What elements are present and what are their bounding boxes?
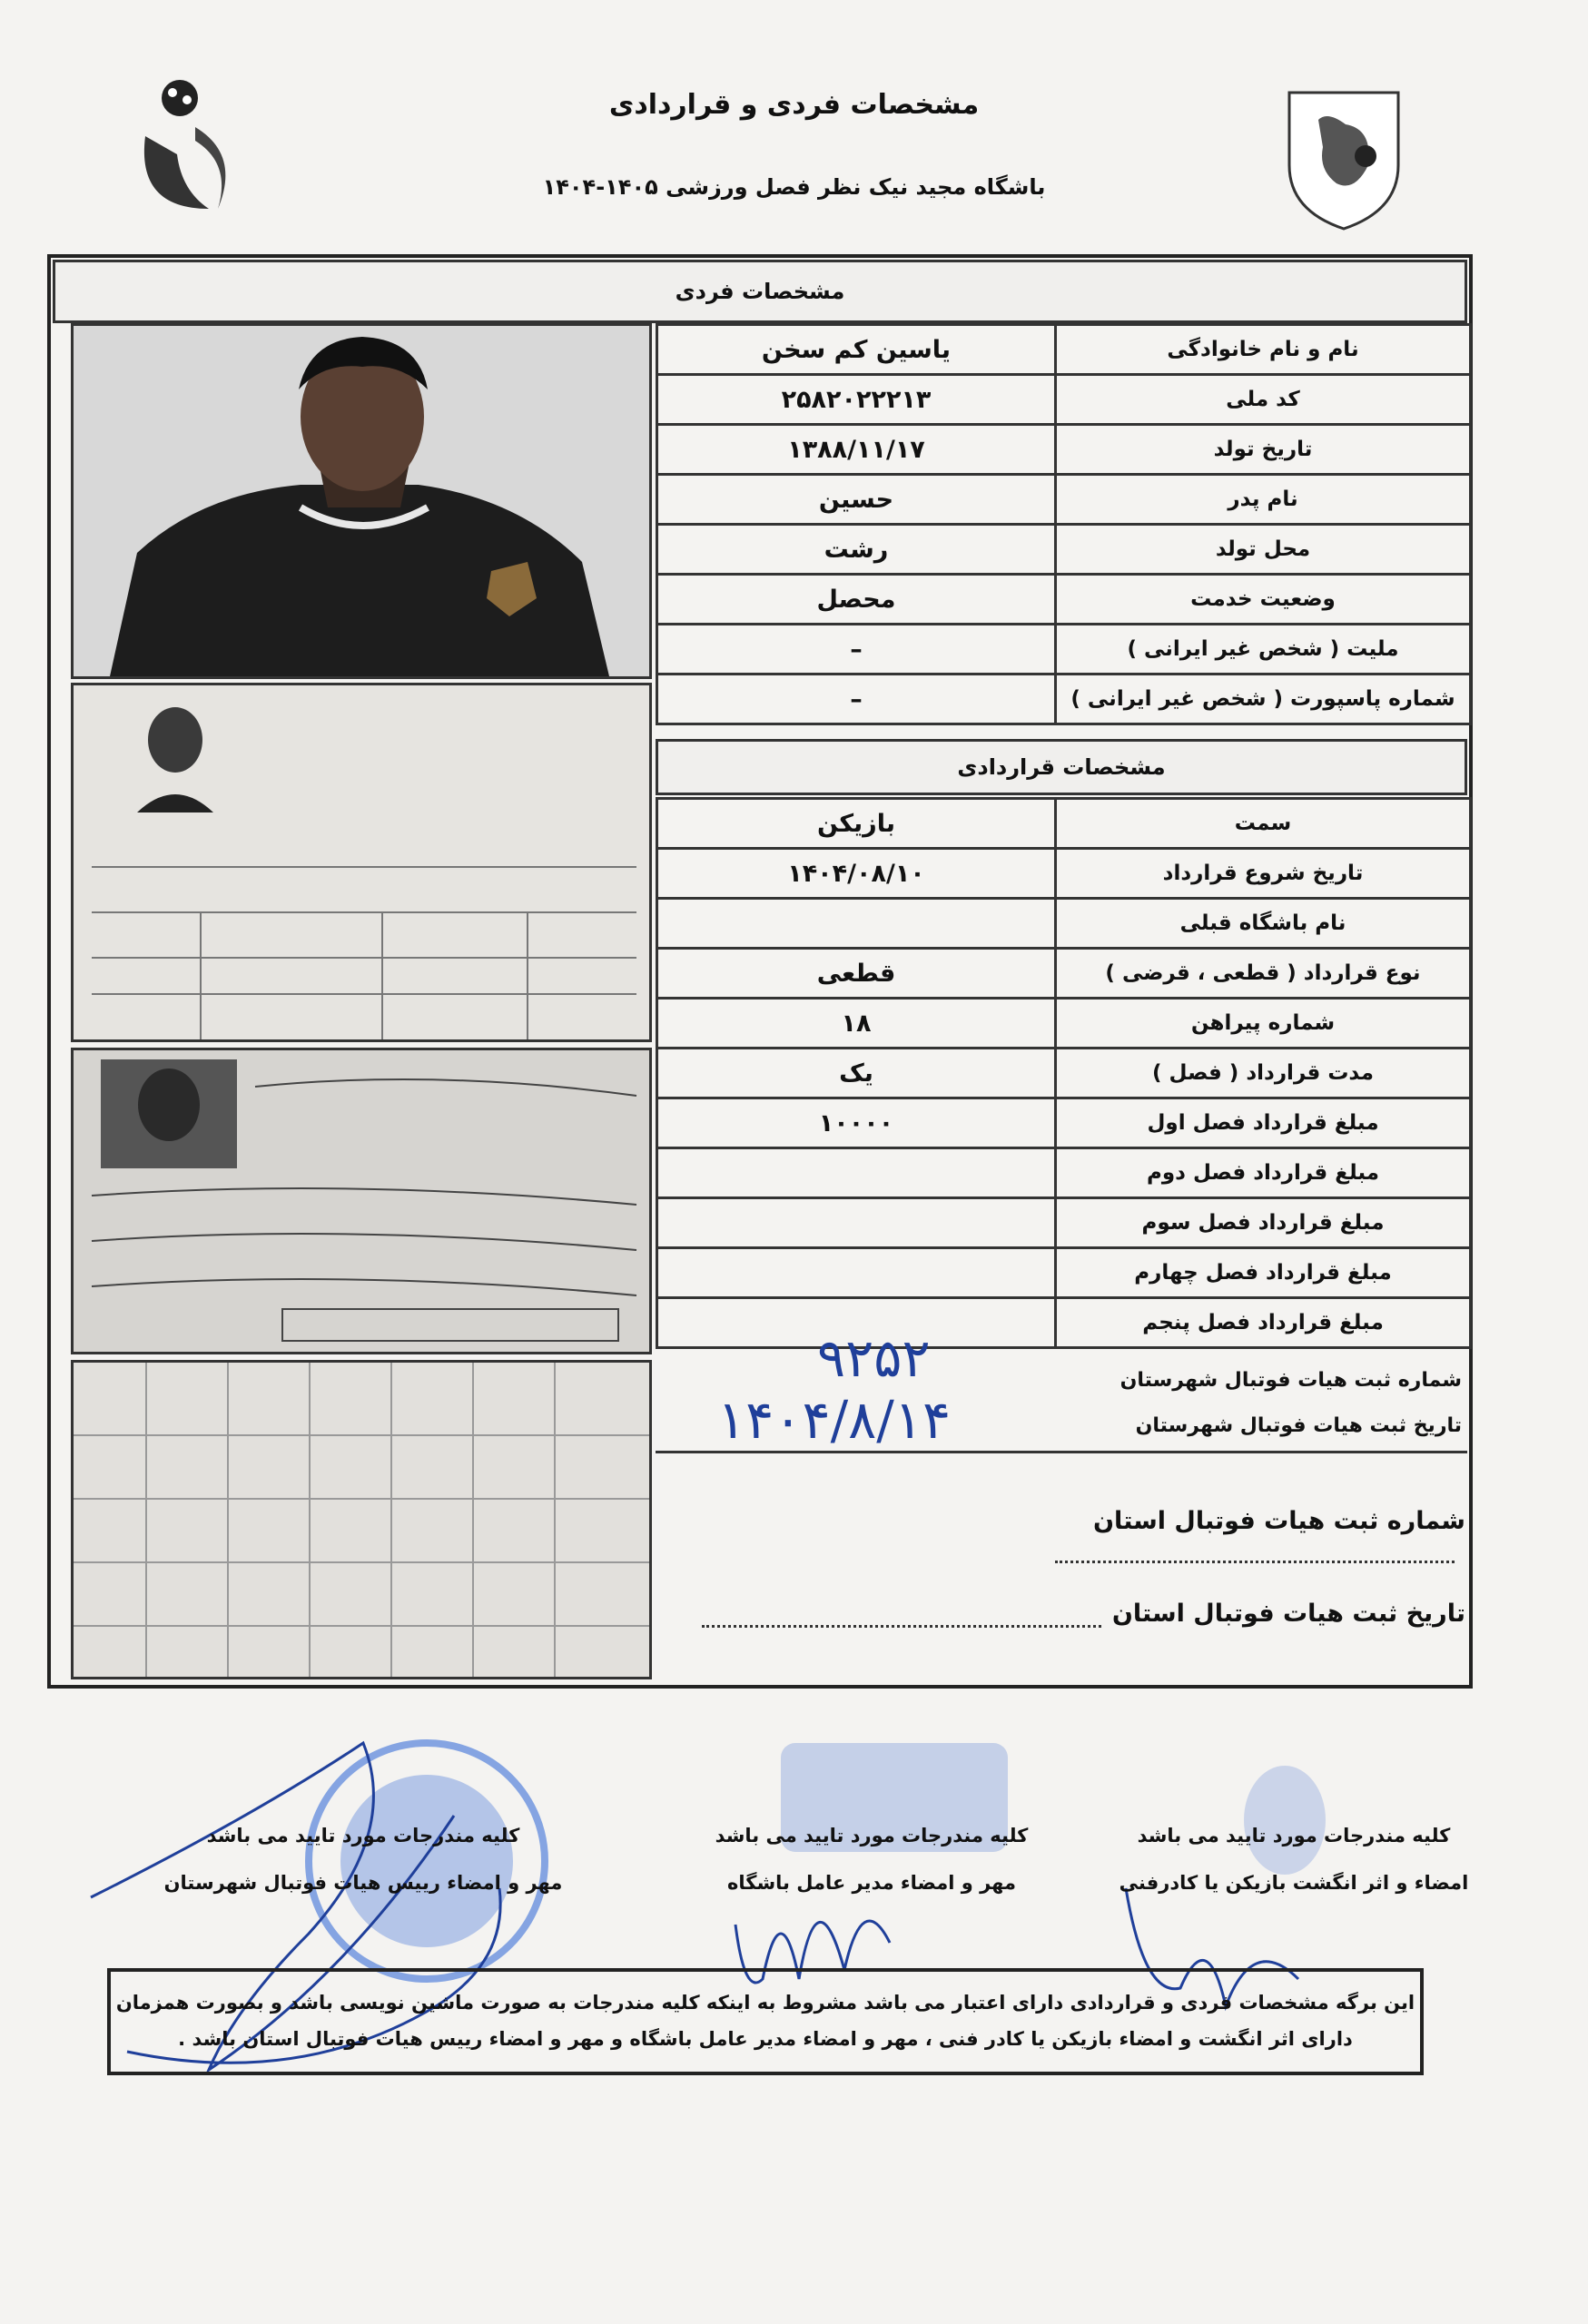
birth-certificate-scan xyxy=(71,683,652,1042)
city-reg-date-label: تاریخ ثبت هیات فوتبال شهرستان xyxy=(1135,1414,1462,1437)
player-photo xyxy=(71,323,652,679)
province-reg-date-line xyxy=(690,1600,1465,1628)
contract-table xyxy=(656,797,1472,1349)
row-label: محل تولد xyxy=(1056,525,1471,575)
table-row xyxy=(657,375,1471,425)
service-record-scan xyxy=(71,1360,652,1679)
table-row xyxy=(657,675,1471,724)
row-value: ۲۵۸۲۰۲۲۲۱۳ xyxy=(657,375,1056,425)
row-value xyxy=(657,1198,1056,1248)
registration-separator xyxy=(656,1451,1467,1453)
player-sig-line2: امضاء و اثر انگشت بازیکن یا کادرفنی xyxy=(1119,1872,1469,1894)
handwritten-reg-number: ۹۲۵۲ xyxy=(817,1327,931,1389)
province-reg-number-line xyxy=(690,1507,1465,1563)
row-value: ۱۳۸۸/۱۱/۱۷ xyxy=(657,425,1056,475)
club-season-subtitle: باشگاه مجید نیک نظر فصل ورزشی ۱۴۰۵-۱۴۰۴ xyxy=(542,174,1046,200)
player-sig-line1: کلیه مندرجات مورد تایید می باشد xyxy=(1137,1825,1451,1846)
row-value: بازیکن xyxy=(657,799,1056,849)
row-label: وضعیت خدمت xyxy=(1056,575,1471,625)
table-row xyxy=(657,625,1471,675)
row-label: مبلغ قرارداد فصل پنجم xyxy=(1056,1298,1471,1348)
table-row xyxy=(657,899,1471,949)
row-value: رشت xyxy=(657,525,1056,575)
province-reg-number-label: شماره ثبت هیات فوتبال استان xyxy=(1093,1507,1465,1535)
table-row xyxy=(657,1298,1471,1348)
row-value: – xyxy=(657,675,1056,724)
date-fill-line xyxy=(702,1610,1101,1628)
id-card-scan xyxy=(71,1048,652,1354)
notice-line1: این برگه مشخصات فردی و قراردادی دارای اعتبار می باشد مشروط به اینکه کلیه مندرجات به صورت ماشین نویسی باشد و بصورت همزمان xyxy=(115,1992,1415,2014)
row-label: نوع قرارداد ( قطعی ، قرضی ) xyxy=(1056,949,1471,999)
form-title: مشخصات فردی و قراردادی xyxy=(608,89,980,121)
row-label: شماره پاسپورت ( شخص غیر ایرانی ) xyxy=(1056,675,1471,724)
row-label: تاریخ شروع قرارداد xyxy=(1056,849,1471,899)
table-row xyxy=(657,849,1471,899)
table-row xyxy=(657,1098,1471,1148)
table-row xyxy=(657,799,1471,849)
table-row xyxy=(657,525,1471,575)
row-label: نام و نام خانوادگی xyxy=(1056,325,1471,375)
row-label: سمت xyxy=(1056,799,1471,849)
personal-table xyxy=(656,323,1472,725)
table-row xyxy=(657,575,1471,625)
table-row xyxy=(657,425,1471,475)
table-row xyxy=(657,475,1471,525)
row-value: – xyxy=(657,625,1056,675)
row-value: یک xyxy=(657,1049,1056,1098)
row-value: ۱۴۰۴/۰۸/۱۰ xyxy=(657,849,1056,899)
row-label: ملیت ( شخص غیر ایرانی ) xyxy=(1056,625,1471,675)
city-board-sig-line2: مهر و امضاء رییس هیات فوتبال شهرستان xyxy=(163,1872,563,1894)
row-label: نام پدر xyxy=(1056,475,1471,525)
row-label: شماره پیراهن xyxy=(1056,999,1471,1049)
row-value: قطعی xyxy=(657,949,1056,999)
row-label: تاریخ تولد xyxy=(1056,425,1471,475)
table-row xyxy=(657,1198,1471,1248)
row-value: یاسین کم سخن xyxy=(657,325,1056,375)
city-reg-number-label: شماره ثبت هیات فوتبال شهرستان xyxy=(1119,1369,1462,1392)
row-label: مبلغ قرارداد فصل سوم xyxy=(1056,1198,1471,1248)
handwritten-reg-date: ۱۴۰۴/۸/۱۴ xyxy=(717,1389,952,1451)
row-value: ۱۰۰۰۰ xyxy=(657,1098,1056,1148)
province-reg-date-label: تاریخ ثبت هیات فوتبال استان xyxy=(1111,1600,1465,1628)
row-label: مبلغ قرارداد فصل چهارم xyxy=(1056,1248,1471,1298)
validity-notice xyxy=(107,1968,1424,2075)
row-label: مبلغ قرارداد فصل اول xyxy=(1056,1098,1471,1148)
table-row xyxy=(657,325,1471,375)
row-value xyxy=(657,899,1056,949)
table-row xyxy=(657,999,1471,1049)
notice-line2: دارای اثر انگشت و امضاء بازیکن یا کادر فنی ، مهر و امضاء مدیر عامل باشگاه و مهر و امضاء رییس هیات فوتبال استان باشد . xyxy=(178,2028,1353,2050)
table-row xyxy=(657,949,1471,999)
row-value xyxy=(657,1148,1056,1198)
contract-section-header: مشخصات قراردادی xyxy=(656,739,1467,795)
city-board-sig-line1: کلیه مندرجات مورد تایید می باشد xyxy=(206,1825,520,1846)
table-row xyxy=(657,1148,1471,1198)
row-value: محصل xyxy=(657,575,1056,625)
personal-section-header: مشخصات فردی xyxy=(53,260,1467,323)
row-value: ۱۸ xyxy=(657,999,1056,1049)
row-value: حسین xyxy=(657,475,1056,525)
table-row xyxy=(657,1248,1471,1298)
row-label: مدت قرارداد ( فصل ) xyxy=(1056,1049,1471,1098)
row-label: مبلغ قرارداد فصل دوم xyxy=(1056,1148,1471,1198)
row-value xyxy=(657,1248,1056,1298)
club-sig-line2: مهر و امضاء مدیر عامل باشگاه xyxy=(726,1872,1017,1894)
table-row xyxy=(657,1049,1471,1098)
row-label: نام باشگاه قبلی xyxy=(1056,899,1471,949)
number-fill-line xyxy=(1055,1546,1455,1563)
club-sig-line1: کلیه مندرجات مورد تایید می باشد xyxy=(715,1825,1029,1846)
row-label: کد ملی xyxy=(1056,375,1471,425)
